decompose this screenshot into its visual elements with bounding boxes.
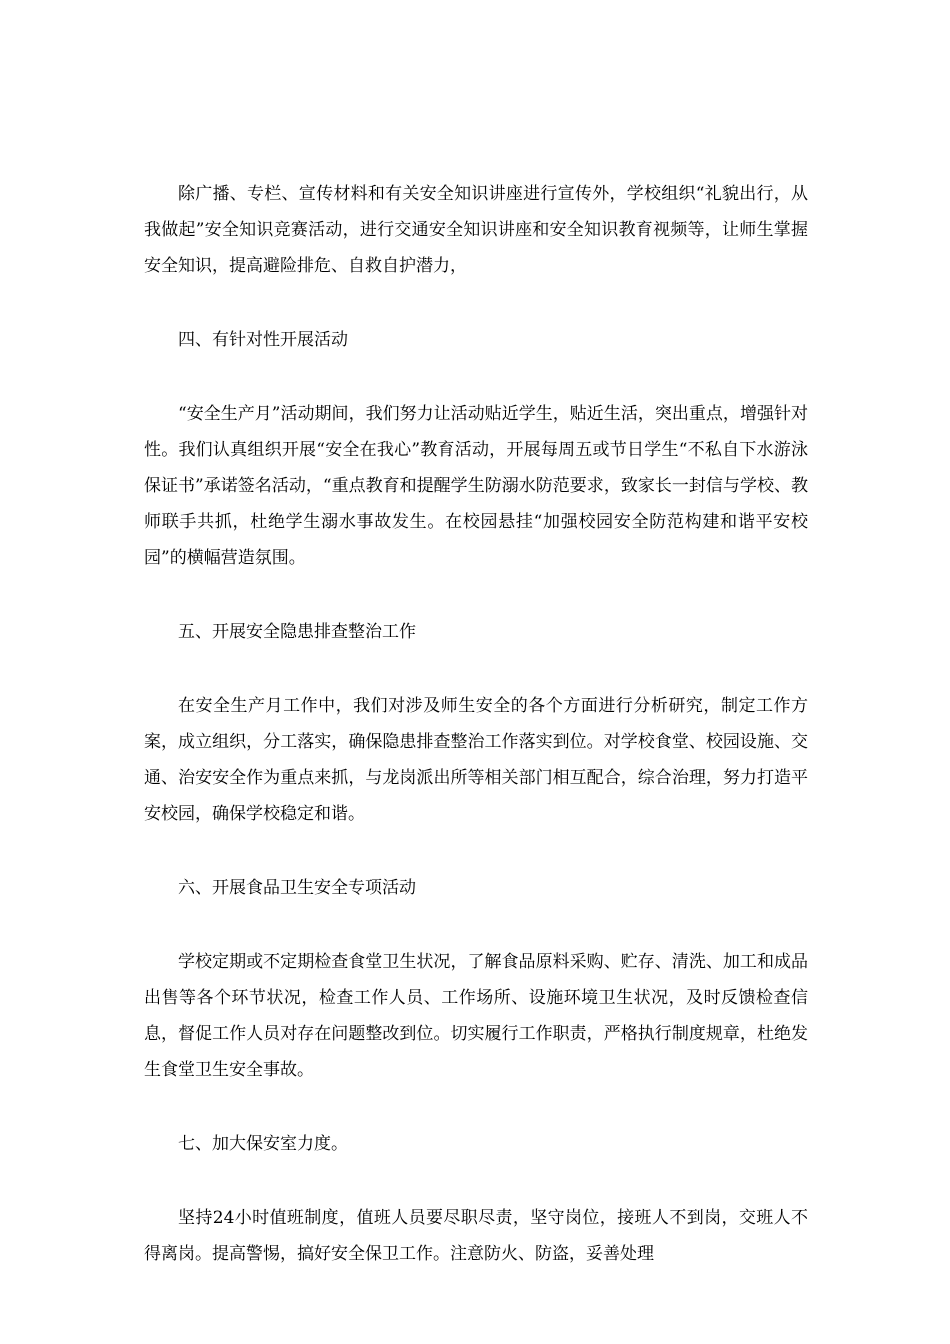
document-body <box>144 176 808 1272</box>
paragraph-publicity: 除广播、专栏、宣传材料和有关安全知识讲座进行宣传外，学校组织“礼貌出行，从我做起”安全知识竞赛活动，进行交通安全知识讲座和安全知识教育视频等，让师生掌握安全知识，提高避险排危、自救自护潜力， <box>144 184 808 276</box>
paragraph-guard-duty: 坚持24小时值班制度，值班人员要尽职尽责，坚守岗位，接班人不到岗，交班人不得离岗。提高警惕，搞好安全保卫工作。注意防火、防盗，妥善处理 <box>144 1208 808 1264</box>
paragraph-safety-month: “安全生产月”活动期间，我们努力让活动贴近学生，贴近生活，突出重点，增强针对性。我们认真组织开展“安全在我心”教育活动，开展每周五或节日学生“不私自下水游泳保证书”承诺签名活动，“重点教育和提醒学生防溺水防范要求，致家长一封信与学校、教师联手共抓，杜绝学生溺水事故发生。在校园悬挂“加强校园安全防范构建和谐平安校园”的横幅营造氛围。 <box>144 404 808 568</box>
paragraph-hazard-check: 在安全生产月工作中，我们对涉及师生安全的各个方面进行分析研究，制定工作方案，成立组织，分工落实，确保隐患排查整治工作落实到位。对学校食堂、校园设施、交通、治安安全作为重点来抓，与龙岗派出所等相关部门相互配合，综合治理，努力打造平安校园，确保学校稳定和谐。 <box>144 696 808 824</box>
heading-section-6: 六、开展食品卫生安全专项活动 <box>178 878 416 898</box>
paragraph-food-safety: 学校定期或不定期检查食堂卫生状况，了解食品原料采购、贮存、清洗、加工和成品出售等各个环节状况，检查工作人员、工作场所、设施环境卫生状况，及时反馈检查信息，督促工作人员对存在问题整改到位。切实履行工作职责，严格执行制度规章，杜绝发生食堂卫生安全事故。 <box>144 952 808 1080</box>
heading-section-4: 四、有针对性开展活动 <box>178 330 348 350</box>
heading-section-7: 七、加大保安室力度。 <box>178 1134 348 1154</box>
heading-section-5: 五、开展安全隐患排查整治工作 <box>178 622 416 642</box>
